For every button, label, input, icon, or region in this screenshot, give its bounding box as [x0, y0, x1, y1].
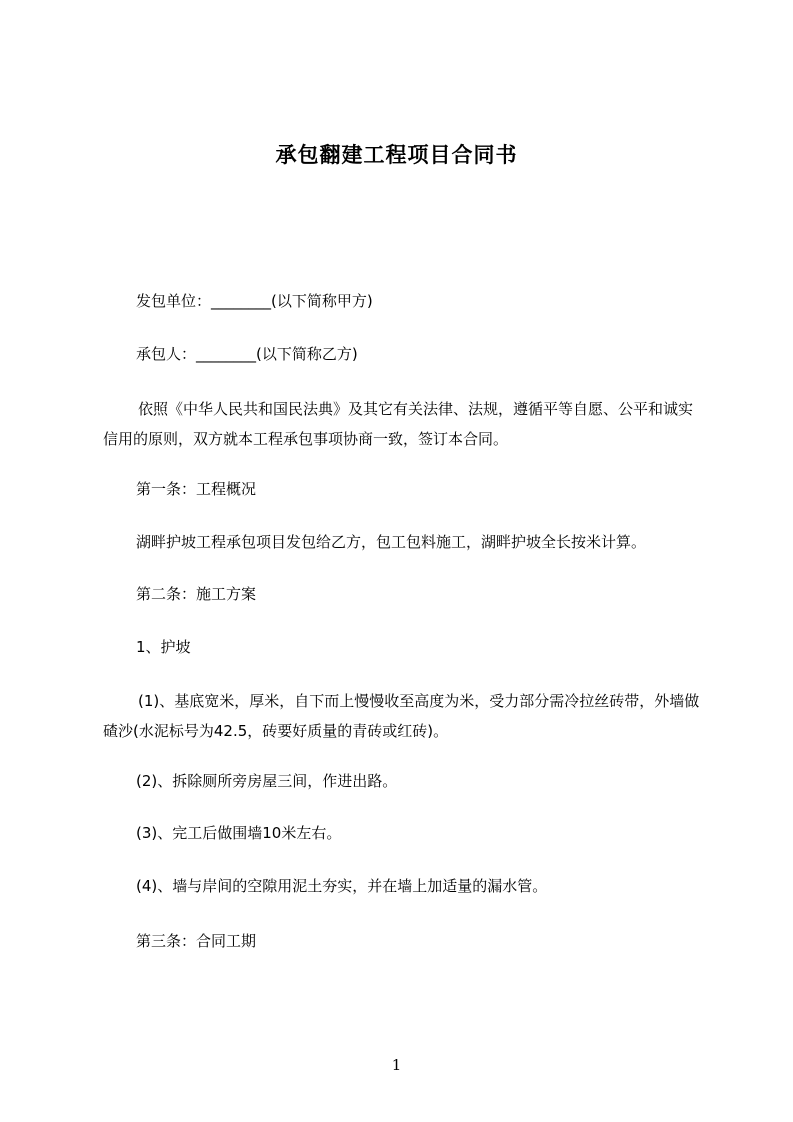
article-2-item-1: (1)、基底宽米，厚米，自下而上慢慢收至高度为米，受力部分需冷拉丝砖带，外墙做碴沙(水泥标号为42.5，砖要好质量的青砖或红砖)。 [103, 692, 700, 740]
article-2-item-3: (3)、完工后做围墙10米左右。 [136, 824, 342, 842]
page-title: 承包翻建工程项目合同书 [275, 143, 518, 167]
article-2-item-4: (4)、墙与岸间的空隙用泥土夯实，并在墙上加适量的漏水管。 [136, 877, 548, 895]
article-2-item-2: (2)、拆除厕所旁房屋三间，作进出路。 [136, 772, 398, 790]
employer-line: 发包单位：________(以下简称甲方) [136, 292, 373, 310]
preamble-paragraph: 依照《中华人民共和国民法典》及其它有关法律、法规，遵循平等自愿、公平和诚实信用的原则，双方就本工程承包事项协商一致，签订本合同。 [103, 400, 694, 448]
article-1-heading: 第一条：工程概况 [136, 480, 257, 498]
page-number: 1 [391, 1056, 402, 1074]
article-2-section-1: 1、护坡 [136, 638, 191, 656]
contractor-line: 承包人：________(以下简称乙方) [136, 345, 358, 363]
article-2-heading: 第二条：施工方案 [136, 585, 257, 603]
article-3-heading: 第三条：合同工期 [136, 932, 257, 950]
article-1-body: 湖畔护坡工程承包项目发包给乙方，包工包料施工，湖畔护坡全长按米计算。 [136, 533, 647, 551]
